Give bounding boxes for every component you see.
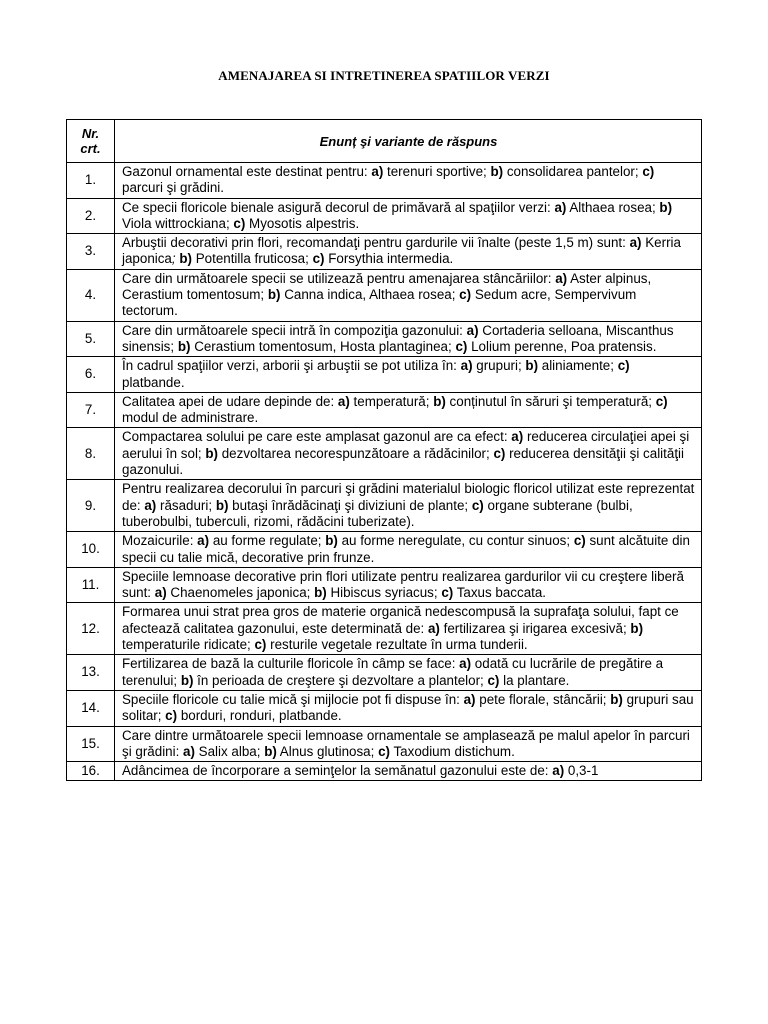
table-row <box>67 163 702 199</box>
row-number: 9. <box>67 480 115 532</box>
table-row <box>67 428 702 480</box>
header-statement: Enunț şi variante de răspuns <box>115 120 702 163</box>
row-number: 4. <box>67 269 115 321</box>
row-number: 11. <box>67 567 115 603</box>
row-statement: Ce specii floricole bienale asigură decorul de primăvară al spaţiilor verzi: a) Althaea rosea; b) Viola wittrockiana; c) Myosotis alpestris. <box>115 198 702 234</box>
header-nr-crt <box>67 120 115 163</box>
header-nr-line2: crt. <box>80 141 101 156</box>
row-statement: Compactarea solului pe care este amplasat gazonul are ca efect: a) reducerea circulaţiei apei şi aerului în sol; b) dezvoltarea necorespunzătoare a rădăcinilor; c) reducerea densităţii şi calităţii gazonului. <box>115 428 702 480</box>
table-header-row <box>67 120 702 163</box>
row-number: 8. <box>67 428 115 480</box>
row-statement: Calitatea apei de udare depinde de: a) temperatură; b) conținutul în săruri şi temperatură; c) modul de administrare. <box>115 392 702 428</box>
row-statement: Adâncimea de încorporare a seminţelor la semănatul gazonului este de: a) 0,3-1 <box>115 762 702 781</box>
row-number: 13. <box>67 655 115 691</box>
row-statement: Care dintre următoarele specii lemnoase ornamentale se amplasează pe malul apelor în parcuri şi grădini: a) Salix alba; b) Alnus glutinosa; c) Taxodium distichum. <box>115 726 702 762</box>
row-statement: Mozaicurile: a) au forme regulate; b) au forme neregulate, cu contur sinuos; c) sunt alcătuite din specii cu talie mică, decorative prin frunze. <box>115 532 702 568</box>
row-number: 12. <box>67 603 115 655</box>
row-number: 6. <box>67 357 115 393</box>
table-row <box>67 234 702 270</box>
row-statement: Speciile lemnoase decorative prin flori utilizate pentru realizarea gardurilor vii cu creştere liberă sunt: a) Chaenomeles japonica; b) Hibiscus syriacus; c) Taxus baccata. <box>115 567 702 603</box>
row-number: 2. <box>67 198 115 234</box>
questions-body <box>67 163 702 781</box>
table-row <box>67 269 702 321</box>
table-row <box>67 357 702 393</box>
row-number: 3. <box>67 234 115 270</box>
header-nr-line1: Nr. <box>81 126 100 141</box>
row-number: 7. <box>67 392 115 428</box>
table-row <box>67 392 702 428</box>
table-row <box>67 690 702 726</box>
row-statement: În cadrul spaţiilor verzi, arborii şi arbuştii se pot utiliza în: a) grupuri; b) aliniamente; c) platbande. <box>115 357 702 393</box>
table-row <box>67 762 702 781</box>
row-statement: Pentru realizarea decorului în parcuri şi grădini materialul biologic floricol utilizat este reprezentat de: a) răsaduri; b) butaşi înrădăcinaţi şi diviziuni de plante; c) organe subterane (bulbi, tuberobulbi, tuberculi, rizomi, rădăcini tuberizate). <box>115 480 702 532</box>
row-number: 15. <box>67 726 115 762</box>
table-row <box>67 567 702 603</box>
row-number: 1. <box>67 163 115 199</box>
table-row <box>67 726 702 762</box>
row-number: 14. <box>67 690 115 726</box>
questions-table <box>66 119 702 781</box>
row-number: 10. <box>67 532 115 568</box>
row-statement: Arbuştii decorativi prin flori, recomandaţi pentru gardurile vii înalte (peste 1,5 m) sunt: a) Kerria japonica; b) Potentilla fruticosa; c) Forsythia intermedia. <box>115 234 702 270</box>
row-statement: Speciile floricole cu talie mică şi mijlocie pot fi dispuse în: a) pete florale, stâncării; b) grupuri sau solitar; c) borduri, ronduri, platbande. <box>115 690 702 726</box>
table-row <box>67 532 702 568</box>
table-row <box>67 480 702 532</box>
row-statement: Gazonul ornamental este destinat pentru: a) terenuri sportive; b) consolidarea pantelor; c) parcuri şi grădini. <box>115 163 702 199</box>
row-number: 16. <box>67 762 115 781</box>
row-statement: Fertilizarea de bază la culturile floricole în câmp se face: a) odată cu lucrările de pregătire a terenului; b) în perioada de creştere şi dezvoltare a plantelor; c) la plantare. <box>115 655 702 691</box>
table-row <box>67 655 702 691</box>
table-row <box>67 321 702 357</box>
row-statement: Formarea unui strat prea gros de materie organică nedescompusă la suprafaţa solului, fapt ce afectează calitatea gazonului, este determinată de: a) fertilizarea şi irigarea excesivă; b) temperaturile ridicate; c) resturile vegetale rezultate în urma tunderii. <box>115 603 702 655</box>
table-row <box>67 198 702 234</box>
table-row <box>67 603 702 655</box>
row-statement: Care din următoarele specii se utilizează pentru amenajarea stâncăriilor: a) Aster alpinus, Cerastium tomentosum; b) Canna indica, Althaea rosea; c) Sedum acre, Sempervivum tectorum. <box>115 269 702 321</box>
row-statement: Care din următoarele specii intră în compoziţia gazonului: a) Cortaderia selloana, Miscanthus sinensis; b) Cerastium tomentosum, Hosta plantaginea; c) Lolium perenne, Poa pratensis. <box>115 321 702 357</box>
row-number: 5. <box>67 321 115 357</box>
document-title: AMENAJAREA SI INTRETINEREA SPATIILOR VERZI <box>218 68 550 83</box>
